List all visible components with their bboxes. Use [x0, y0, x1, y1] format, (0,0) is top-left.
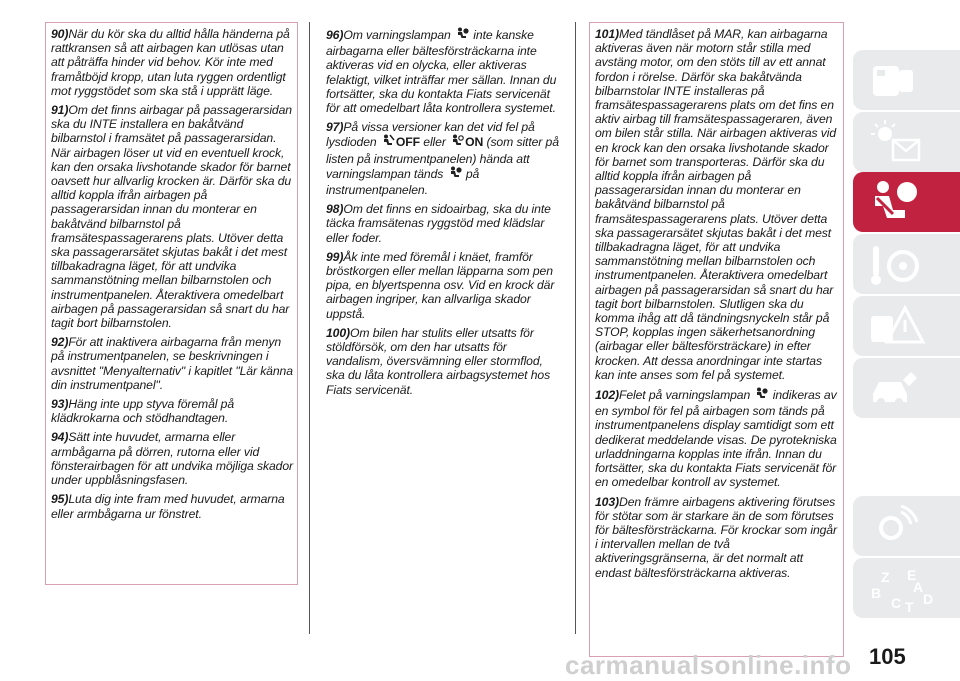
- note-92: 92)För att inaktivera airbagarna från menyn på instrumentpanelen, se beskrivningen i avsnittet "Menyalternativ" i kapitlet "Lär känna din instrumentpanel".: [51, 335, 293, 392]
- svg-text:Z: Z: [881, 569, 890, 585]
- chapter-tab-dashboard[interactable]: [853, 50, 960, 110]
- airbag-seat-icon: [867, 178, 923, 226]
- column-1: [51, 27, 295, 526]
- note-90: 90)När du kör ska du alltid hålla händerna på rattkransen så att airbagen kan utlösas utan att påträffa hinder vid behov. Kör inte med framåtböjd kropp, utan luta ryggen ordentligt mot ryggstödet som ska stå i upprätt läge.: [51, 27, 290, 98]
- chapter-tab-maintenance[interactable]: [853, 358, 960, 418]
- note-91: 91)Om det finns airbagar på passagerarsidan ska du INTE installera en bakåtvänd bilbarnstol i framsätet på passagerarsidan. När airbagen löser ut vid en eventuell krock, kan den orsaka livshotande skador för barnet oavsett hur allvarlig krocken är. Därför ska du alltid koppla ifrån airbagen på passagerarsidan innan du monterar en bakåtvänd bilbarnstol på framsätespassagerarens plats. Utöver detta ska passagerarsätet skjutas bakåt i det mest tillbakadragna läget, för att undvika sammanstötning mellan bilbarnstolen och instrumentpanelen. Återaktivera omedelbart airbagen på passagerarsidan så snart du har tagit bort bilbarnstolen.: [51, 103, 292, 331]
- car-dashboard-icon: [867, 56, 923, 104]
- column-divider: [309, 22, 310, 634]
- svg-text:T: T: [905, 599, 914, 615]
- emergency-triangle-icon: [867, 302, 927, 350]
- column-divider: [575, 22, 576, 634]
- chapter-tab-safety[interactable]: [853, 172, 960, 232]
- svg-text:E: E: [907, 567, 917, 583]
- note-101: 101)Med tändlåset på MAR, kan airbagarna aktiveras även när motorn står stilla med avstäng motor, om den stöts till av ett annat fordon i rörelse. Därför ska bakåtvända bilbarnstolar INTE installeras på framsätespassagerarens plats om det fins en aktiv airbag till framsätespassageraren, även om bilen står stilla. När airbagen aktiveras vid en krock kan den orsaka livshotande skador för barnet som transporteras. Därför ska du alltid koppla ifrån airbagen på passagerarsidan innan du monterar en bakåtvänd bilbarnstol på framsätespassagerarens plats. Utöver detta ska passagerarsätet skjutas bakåt i det mest tillbakadragna läget, för att undvika sammanstötning mellan bilbarnstolen och instrumentpanelen. Återaktivera omedelbart airbagen på passagerarsidan så snart du har tagit bort bilbarnstolen. Slutligen ska du komma ihåg att då tändningsnyckeln står på STOP, kopplas ingen säkerhetsanordning (airbagar eller bältesförsträckare) in efter krocken. Att dessa anordningar inte startas kan inte anses som fel på systemet.: [595, 27, 837, 382]
- svg-text:D: D: [923, 591, 934, 607]
- chapter-tab-starting-driving[interactable]: [853, 234, 960, 294]
- page-number: 105: [869, 644, 906, 669]
- radio-multimedia-icon: [867, 502, 923, 550]
- note-93: 93)Häng inte upp styva föremål på klädkrokarna och stödhandtagen.: [51, 397, 235, 426]
- note-97: 97)På vissa versioner kan det vid fel på lysdioden OFF eller ON (som sitter på listen på instrumentpanelen) hända att varningslampan tänds på instrumentpanelen.: [326, 120, 559, 198]
- warning-lights-icon: [867, 118, 927, 166]
- chapter-tab-multimedia[interactable]: [853, 496, 960, 556]
- column-2: [326, 27, 564, 402]
- note-95: 95)Luta dig inte fram med huvudet, armarna eller armbågarna ur fönstret.: [51, 492, 285, 521]
- key-steering-wheel-icon: [867, 240, 923, 288]
- svg-text:B: B: [871, 585, 882, 601]
- note-103: 103)Den främre airbagens aktivering förutses för stötar som är starkare än de som förutses för bältesförsträckarna. För krockar som ingår i intervallen mellan de två aktiveringsgränserna, är det normalt att endast bältesförsträckarna aktiveras.: [595, 494, 837, 580]
- note-100: 100)Om bilen har stulits eller utsatts för stöldförsök, om den har utsatts för vandalism, översvämning eller stormflod, ska du låta kontrollera airbagsystemet hos Fiats servicenät.: [326, 325, 551, 397]
- chapter-tab-warning-lights[interactable]: [853, 112, 960, 172]
- airbag-warning-icon: [754, 387, 768, 404]
- note-102: 102)Felet på varningslampan indikeras av en symbol för fel på airbagen som tänds på instrumentpanelens display samtidigt som ett dedikerat meddelande visas. De pyrotekniska urladdningarna kopplas inte ifrån. Innan du fortsätter, ska du kontakta Fiats servicenät för en omedelbar kontroll av systemet.: [595, 388, 837, 490]
- airbag-warning-icon: [455, 27, 469, 44]
- airbag-off-icon: [381, 134, 395, 151]
- note-99: 99)Åk inte med föremål i knäet, framför bröstkorgen eller mellan läpparna som pen pipa, en blyertspenna osv. Vid en krock där airbagen ingriper, kan allvarliga skador uppstå.: [326, 249, 555, 321]
- chapter-tab-index[interactable]: [853, 558, 960, 618]
- note-96: 96)Om varningslampan inte kanske airbagarna eller bältesförsträckarna inte aktiveras vid en olycka, eller aktiveras felaktigt, vilket inträffar mer sällan. Innan du fortsätter, ska du kontakta Fiats servicenät för att omedelbart låta kontrollera systemet.: [326, 28, 557, 116]
- airbag-on-icon: [450, 134, 464, 151]
- alphabetical-index-icon: [867, 564, 937, 616]
- chapter-tab-emergency[interactable]: [853, 296, 960, 356]
- airbag-warning-icon: [448, 166, 462, 183]
- column-3: [595, 27, 837, 585]
- svg-text:A: A: [913, 579, 924, 595]
- note-98: 98)Om det finns en sidoairbag, ska du inte täcka framsätenas ryggstöd med klädslar eller foder.: [326, 202, 551, 245]
- svg-text:C: C: [891, 595, 902, 611]
- watermark: carmanualsonline.info: [565, 650, 852, 680]
- car-maintenance-icon: [867, 364, 923, 412]
- note-94: 94)Sätt inte huvudet, armarna eller armbågarna på dörren, rutorna eller vid fönsterairbagen för att undvika möjliga skador under uppblåsningsfasen.: [51, 430, 293, 488]
